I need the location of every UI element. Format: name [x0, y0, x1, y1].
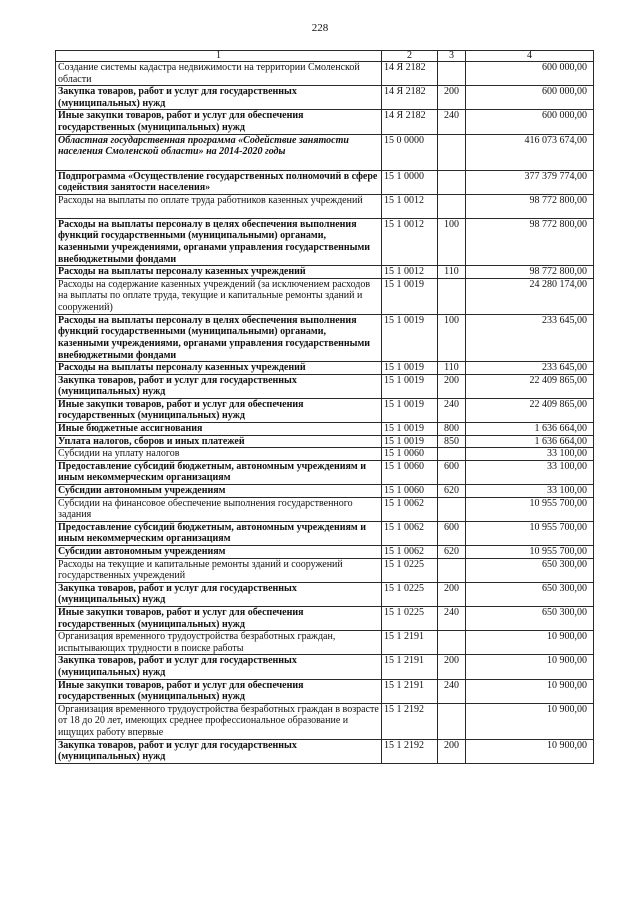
row-amount-cell: 33 100,00 — [466, 448, 594, 461]
row-amount-cell: 10 900,00 — [466, 703, 594, 739]
row-expense-type-cell: 200 — [438, 582, 466, 606]
row-name-cell: Расходы на содержание казенных учреждений (за исключением расходов на выплаты по оплате труда, текущие и капитальные ремонты зданий и сооружений) — [56, 278, 382, 314]
table-row — [56, 521, 594, 545]
row-name-cell: Создание системы кадастра недвижимости на территории Смоленской области — [56, 62, 382, 86]
row-expense-type-cell — [438, 278, 466, 314]
row-name-cell: Предоставление субсидий бюджетным, автономным учреждениям и иным некоммерческим организациям — [56, 521, 382, 545]
table-row — [56, 314, 594, 361]
row-code-cell: 15 1 2191 — [382, 655, 438, 679]
row-expense-type-cell: 600 — [438, 460, 466, 484]
table-row — [56, 655, 594, 679]
row-amount-cell: 600 000,00 — [466, 62, 594, 86]
column-header-1: 1 — [56, 51, 382, 62]
row-code-cell: 15 1 0060 — [382, 460, 438, 484]
row-code-cell: 15 1 0062 — [382, 546, 438, 559]
table-header-row — [56, 51, 594, 62]
table-row — [56, 134, 594, 170]
row-code-cell: 15 1 0019 — [382, 362, 438, 375]
row-name-cell: Расходы на выплаты персоналу казенных учреждений — [56, 362, 382, 375]
row-amount-cell: 10 955 700,00 — [466, 521, 594, 545]
row-amount-cell: 98 772 800,00 — [466, 218, 594, 265]
row-code-cell: 15 1 2191 — [382, 679, 438, 703]
table-row — [56, 582, 594, 606]
row-expense-type-cell — [438, 631, 466, 655]
row-expense-type-cell: 200 — [438, 86, 466, 110]
row-code-cell: 15 1 0019 — [382, 423, 438, 436]
row-name-cell: Иные закупки товаров, работ и услуг для обеспечения государственных (муниципальных) нужд — [56, 110, 382, 134]
row-expense-type-cell: 110 — [438, 362, 466, 375]
row-amount-cell: 1 636 664,00 — [466, 435, 594, 448]
row-code-cell: 15 1 0019 — [382, 374, 438, 398]
row-amount-cell: 10 900,00 — [466, 631, 594, 655]
row-name-cell: Субсидии автономным учреждениям — [56, 485, 382, 498]
table-row — [56, 218, 594, 265]
table-row — [56, 558, 594, 582]
table-row — [56, 398, 594, 422]
row-code-cell: 15 1 2191 — [382, 631, 438, 655]
row-code-cell: 15 1 0019 — [382, 435, 438, 448]
budget-table — [55, 50, 594, 764]
column-header-2: 2 — [382, 51, 438, 62]
row-amount-cell: 416 073 674,00 — [466, 134, 594, 170]
row-code-cell: 15 1 0062 — [382, 521, 438, 545]
table-row — [56, 631, 594, 655]
row-name-cell: Областная государственная программа «Содействие занятости населения Смоленской области» на 2014-2020 годы — [56, 134, 382, 170]
row-name-cell: Расходы на выплаты персоналу в целях обеспечения выполнения функций государственными (муниципальными) органами, казенными учреждениями, органами управления государственными внебюджетными фондами — [56, 314, 382, 361]
row-amount-cell: 33 100,00 — [466, 460, 594, 484]
row-name-cell: Закупка товаров, работ и услуг для государственных (муниципальных) нужд — [56, 655, 382, 679]
row-amount-cell: 600 000,00 — [466, 86, 594, 110]
row-code-cell: 15 0 0000 — [382, 134, 438, 170]
row-name-cell: Закупка товаров, работ и услуг для государственных (муниципальных) нужд — [56, 86, 382, 110]
row-expense-type-cell: 600 — [438, 521, 466, 545]
row-amount-cell: 22 409 865,00 — [466, 398, 594, 422]
row-amount-cell: 10 900,00 — [466, 739, 594, 763]
row-code-cell: 15 1 0225 — [382, 582, 438, 606]
table-row — [56, 170, 594, 194]
row-expense-type-cell — [438, 703, 466, 739]
row-name-cell: Расходы на выплаты по оплате труда работников казенных учреждений — [56, 194, 382, 218]
row-amount-cell: 10 955 700,00 — [466, 497, 594, 521]
row-name-cell: Закупка товаров, работ и услуг для государственных (муниципальных) нужд — [56, 739, 382, 763]
table-row — [56, 606, 594, 630]
row-amount-cell: 10 900,00 — [466, 679, 594, 703]
row-expense-type-cell — [438, 194, 466, 218]
row-expense-type-cell — [438, 448, 466, 461]
row-amount-cell: 650 300,00 — [466, 558, 594, 582]
row-expense-type-cell: 200 — [438, 655, 466, 679]
row-code-cell: 15 1 0060 — [382, 448, 438, 461]
table-row — [56, 460, 594, 484]
row-expense-type-cell: 240 — [438, 606, 466, 630]
row-expense-type-cell: 100 — [438, 218, 466, 265]
row-expense-type-cell — [438, 497, 466, 521]
row-expense-type-cell: 240 — [438, 398, 466, 422]
row-amount-cell: 600 000,00 — [466, 110, 594, 134]
row-expense-type-cell: 800 — [438, 423, 466, 436]
column-header-3: 3 — [438, 51, 466, 62]
row-name-cell: Расходы на выплаты персоналу казенных учреждений — [56, 266, 382, 279]
budget-table-body — [56, 51, 594, 764]
row-code-cell: 14 Я 2182 — [382, 62, 438, 86]
page-number: 228 — [311, 22, 329, 34]
row-amount-cell: 24 280 174,00 — [466, 278, 594, 314]
row-code-cell: 15 1 0019 — [382, 278, 438, 314]
table-row — [56, 546, 594, 559]
row-amount-cell: 22 409 865,00 — [466, 374, 594, 398]
row-code-cell: 15 1 0225 — [382, 558, 438, 582]
table-row — [56, 194, 594, 218]
table-row — [56, 110, 594, 134]
row-expense-type-cell: 620 — [438, 485, 466, 498]
row-code-cell: 15 1 0225 — [382, 606, 438, 630]
row-amount-cell: 10 955 700,00 — [466, 546, 594, 559]
table-row — [56, 703, 594, 739]
row-name-cell: Закупка товаров, работ и услуг для государственных (муниципальных) нужд — [56, 582, 382, 606]
row-name-cell: Расходы на текущие и капитальные ремонты зданий и сооружений государственных учреждений — [56, 558, 382, 582]
row-expense-type-cell — [438, 62, 466, 86]
row-code-cell: 15 1 0062 — [382, 497, 438, 521]
row-amount-cell: 33 100,00 — [466, 485, 594, 498]
row-amount-cell: 650 300,00 — [466, 606, 594, 630]
row-amount-cell: 98 772 800,00 — [466, 194, 594, 218]
row-code-cell: 15 1 0019 — [382, 398, 438, 422]
table-row — [56, 362, 594, 375]
row-expense-type-cell: 240 — [438, 110, 466, 134]
row-name-cell: Иные закупки товаров, работ и услуг для обеспечения государственных (муниципальных) нужд — [56, 606, 382, 630]
column-header-4: 4 — [466, 51, 594, 62]
row-expense-type-cell: 850 — [438, 435, 466, 448]
row-expense-type-cell: 200 — [438, 739, 466, 763]
row-code-cell: 15 1 2192 — [382, 739, 438, 763]
row-name-cell: Иные бюджетные ассигнования — [56, 423, 382, 436]
row-code-cell: 15 1 2192 — [382, 703, 438, 739]
row-amount-cell: 98 772 800,00 — [466, 266, 594, 279]
row-name-cell: Уплата налогов, сборов и иных платежей — [56, 435, 382, 448]
row-amount-cell: 10 900,00 — [466, 655, 594, 679]
row-code-cell: 15 1 0019 — [382, 314, 438, 361]
row-code-cell: 15 1 0060 — [382, 485, 438, 498]
table-row — [56, 86, 594, 110]
row-amount-cell: 1 636 664,00 — [466, 423, 594, 436]
row-amount-cell: 233 645,00 — [466, 362, 594, 375]
row-code-cell: 15 1 0012 — [382, 266, 438, 279]
row-name-cell: Подпрограмма «Осуществление государственных полномочий в сфере содействия занятости населения» — [56, 170, 382, 194]
row-expense-type-cell: 110 — [438, 266, 466, 279]
row-name-cell: Иные закупки товаров, работ и услуг для обеспечения государственных (муниципальных) нужд — [56, 679, 382, 703]
table-row — [56, 448, 594, 461]
table-row — [56, 739, 594, 763]
row-code-cell: 15 1 0012 — [382, 194, 438, 218]
table-row — [56, 679, 594, 703]
row-expense-type-cell: 240 — [438, 679, 466, 703]
row-name-cell: Предоставление субсидий бюджетным, автономным учреждениям и иным некоммерческим организациям — [56, 460, 382, 484]
row-code-cell: 15 1 0000 — [382, 170, 438, 194]
row-code-cell: 14 Я 2182 — [382, 110, 438, 134]
table-row — [56, 423, 594, 436]
row-code-cell: 15 1 0012 — [382, 218, 438, 265]
row-name-cell: Субсидии автономным учреждениям — [56, 546, 382, 559]
row-name-cell: Организация временного трудоустройства безработных граждан в возрасте от 18 до 20 лет, имеющих среднее профессиональное образование и ищущих работу впервые — [56, 703, 382, 739]
row-expense-type-cell — [438, 170, 466, 194]
row-code-cell: 14 Я 2182 — [382, 86, 438, 110]
row-amount-cell: 233 645,00 — [466, 314, 594, 361]
table-row — [56, 374, 594, 398]
row-amount-cell: 650 300,00 — [466, 582, 594, 606]
row-expense-type-cell — [438, 558, 466, 582]
table-row — [56, 278, 594, 314]
row-amount-cell: 377 379 774,00 — [466, 170, 594, 194]
row-name-cell: Организация временного трудоустройства безработных граждан, испытывающих трудности в поиске работы — [56, 631, 382, 655]
row-name-cell: Расходы на выплаты персоналу в целях обеспечения выполнения функций государственными (муниципальными) органами, казенными учреждениями, органами управления государственными внебюджетными фондами — [56, 218, 382, 265]
table-row — [56, 485, 594, 498]
table-row — [56, 435, 594, 448]
row-expense-type-cell — [438, 134, 466, 170]
row-expense-type-cell: 100 — [438, 314, 466, 361]
table-row — [56, 497, 594, 521]
table-row — [56, 62, 594, 86]
row-expense-type-cell: 620 — [438, 546, 466, 559]
row-name-cell: Закупка товаров, работ и услуг для государственных (муниципальных) нужд — [56, 374, 382, 398]
table-row — [56, 266, 594, 279]
row-name-cell: Иные закупки товаров, работ и услуг для обеспечения государственных (муниципальных) нужд — [56, 398, 382, 422]
row-expense-type-cell: 200 — [438, 374, 466, 398]
row-name-cell: Субсидии на финансовое обеспечение выполнения государственного задания — [56, 497, 382, 521]
row-name-cell: Субсидии на уплату налогов — [56, 448, 382, 461]
